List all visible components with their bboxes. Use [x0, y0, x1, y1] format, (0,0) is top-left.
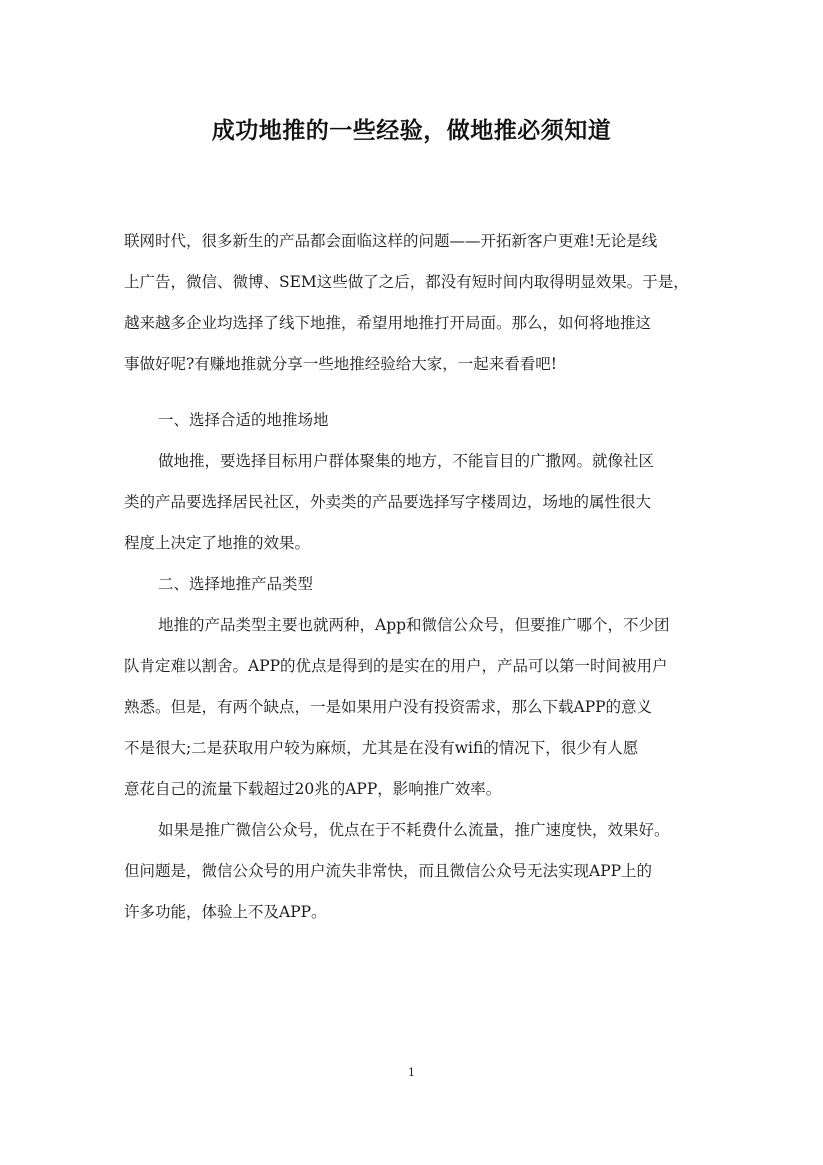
document-title: 成功地推的一些经验，做地推必须知道: [211, 117, 612, 144]
text-line: 队肯定难以割舍。APP的优点是得到的是实在的用户，产品可以第一时间被用户: [124, 657, 668, 675]
text-line: 事做好呢?有赚地推就分享一些地推经验给大家，一起来看看吧!: [124, 355, 558, 373]
text-line: 如果是推广微信公众号，优点在于不耗费什么流量，推广速度快，效果好。: [158, 821, 670, 839]
text-line: 类的产品要选择居民社区，外卖类的产品要选择写字楼周边，场地的属性很大: [124, 493, 652, 511]
text-line: 许多功能，体验上不及APP。: [124, 903, 327, 921]
text-line: 程度上决定了地推的效果。: [124, 534, 311, 552]
paragraph-wechat: [124, 815, 696, 927]
section-heading-venue: [124, 405, 696, 435]
text-line: 熟悉。但是，有两个缺点，一是如果用户没有投资需求，那么下载APP的意义: [124, 698, 653, 716]
paragraph-product-type: [124, 610, 696, 804]
paragraph-venue: [124, 446, 696, 558]
text-line: 意花自己的流量下载超过20兆的APP，影响推广效率。: [124, 780, 502, 798]
text-line: 联网时代，很多新生的产品都会面临这样的问题——开拓新客户更难!无论是线: [124, 232, 658, 250]
document-body: [124, 226, 696, 938]
section-heading: 二、选择地推产品类型: [158, 575, 314, 593]
section-heading-product-type: [124, 569, 696, 599]
text-line: 越来越多企业均选择了线下地推，希望用地推打开局面。那么，如何将地推这: [124, 314, 652, 332]
paragraph-intro: [124, 226, 696, 379]
text-line: 不是很大;二是获取用户较为麻烦，尤其是在没有wifi的情况下，很少有人愿: [124, 739, 639, 757]
text-line: 做地推，要选择目标用户群体聚集的地方，不能盲目的广撒网。就像社区: [158, 452, 655, 470]
text-line: 地推的产品类型主要也就两种，App和微信公众号，但要推广哪个，不少团: [158, 616, 670, 634]
text-line: 但问题是，微信公众号的用户流失非常快，而且微信公众号无法实现APP上的: [124, 862, 653, 880]
text-line: 上广告，微信、微博、SEM这些做了之后，都没有短时间内取得明显效果。于是，: [124, 273, 689, 291]
page-number: 1: [408, 1066, 415, 1079]
section-heading: 一、选择合适的地推场地: [158, 411, 329, 429]
